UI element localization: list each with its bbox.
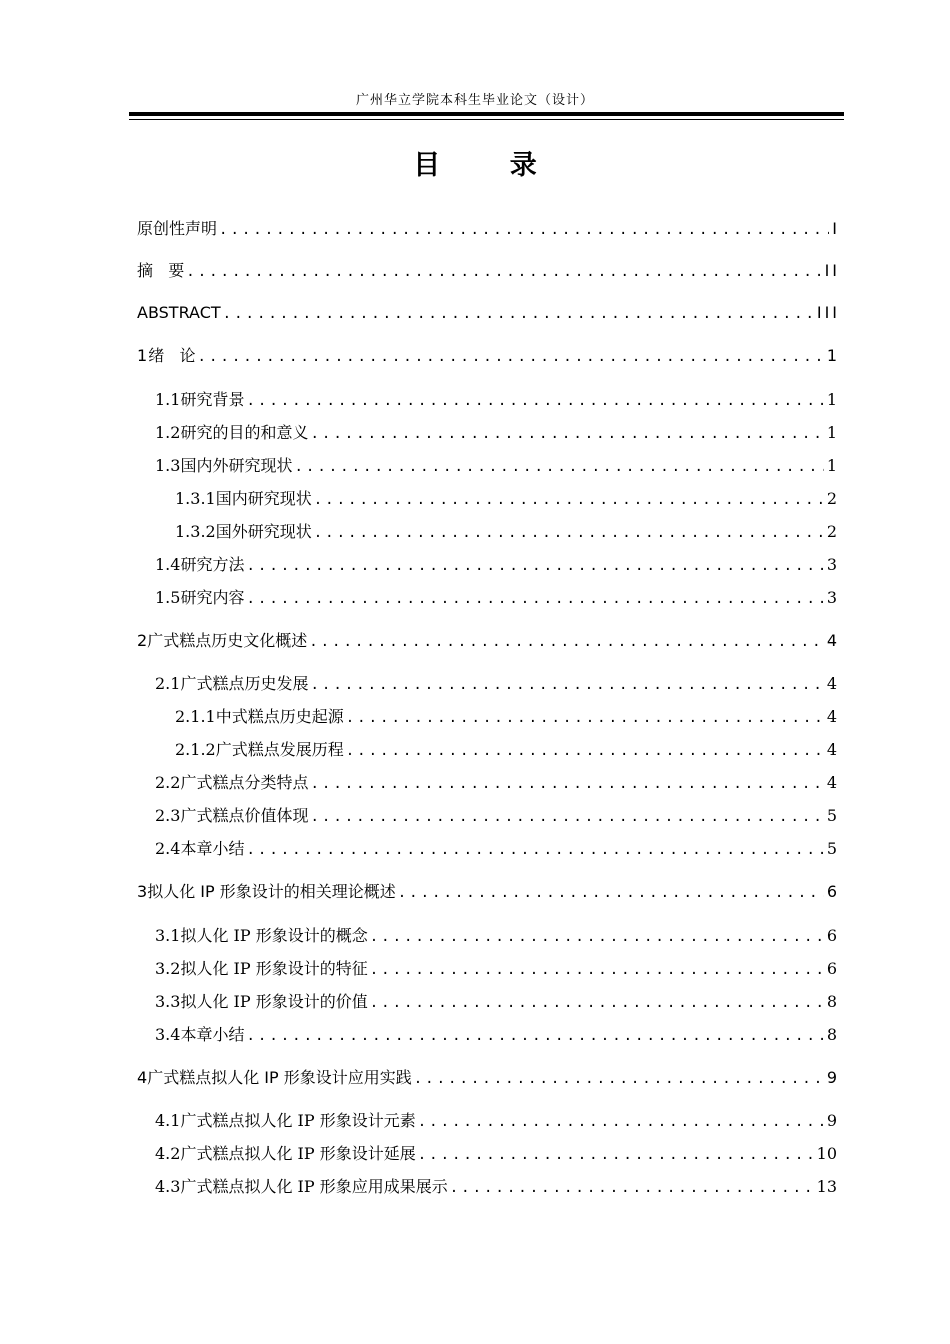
toc-entry-number: 1.5 <box>155 588 181 607</box>
toc-entry[interactable] <box>155 924 837 948</box>
toc-entry[interactable] <box>137 880 840 904</box>
toc-entry-page-number: 4 <box>826 773 837 792</box>
toc-dot-leader <box>370 991 824 1015</box>
toc-dot-leader <box>246 1024 823 1048</box>
toc-entry[interactable] <box>155 672 837 696</box>
toc-entry-number: 3.3 <box>155 992 181 1011</box>
toc-entry-label: 广式糕点价值体现 <box>180 806 309 825</box>
toc-entry-number: 2.1 <box>155 674 181 693</box>
toc-dot-leader <box>370 958 824 982</box>
toc-entry[interactable] <box>175 705 837 729</box>
toc-entry-label: 广式糕点拟人化 IP 形象设计延展 <box>180 1144 416 1163</box>
toc-entry-page-number: 6 <box>826 882 840 901</box>
toc-dot-leader <box>414 1067 824 1091</box>
toc-entry-page-number: 1 <box>826 346 840 365</box>
toc-entry[interactable] <box>155 771 837 795</box>
toc-entry[interactable] <box>137 344 840 368</box>
toc-entry[interactable] <box>175 520 837 544</box>
toc-entry-page-number: 8 <box>826 1025 837 1044</box>
toc-entry-page-number: 9 <box>826 1068 840 1087</box>
toc-entry-label: 研究背景 <box>180 390 245 409</box>
toc-entry-page-number: 4 <box>826 707 837 726</box>
toc-entry[interactable] <box>155 990 837 1014</box>
toc-entry-label: 拟人化 IP 形象设计的相关理论概述 <box>147 882 396 901</box>
toc-entry-page-number: 3 <box>826 555 837 574</box>
toc-entry[interactable] <box>155 1109 837 1133</box>
toc-entry-number: 2.1.2 <box>175 740 216 759</box>
toc-entry-number: 4 <box>137 1068 148 1087</box>
toc-entry-label: 广式糕点拟人化 IP 形象设计元素 <box>180 1111 416 1130</box>
toc-entry[interactable] <box>155 957 837 981</box>
toc-dot-leader <box>398 881 824 905</box>
toc-entry-page-number: 6 <box>826 959 837 978</box>
toc-entry-number: 3.1 <box>155 926 181 945</box>
toc-entry[interactable] <box>155 804 837 828</box>
toc-entry[interactable] <box>155 837 837 861</box>
toc-entry-number: 1.3.1 <box>175 489 216 508</box>
toc-entry[interactable] <box>137 301 840 325</box>
toc-entry-page-number: 1 <box>826 423 837 442</box>
toc-entry-page-number: 5 <box>826 806 837 825</box>
toc-title: 目 录 <box>413 150 567 181</box>
toc-entry-label: 本章小结 <box>180 839 245 858</box>
toc-dot-leader <box>186 260 821 284</box>
toc-entry-label: 广式糕点拟人化 IP 形象设计应用实践 <box>147 1068 412 1087</box>
toc-entry-page-number: 9 <box>826 1111 837 1130</box>
toc-entry-label: 广式糕点分类特点 <box>180 773 309 792</box>
toc-entry-label: 本章小结 <box>180 1025 245 1044</box>
toc-entry-number: 4.1 <box>155 1111 181 1130</box>
toc-entry-page-number: 10 <box>816 1144 837 1163</box>
toc-entry-page-number: II <box>824 261 840 280</box>
toc-entry-number: 3.4 <box>155 1025 181 1044</box>
toc-entry-page-number: 5 <box>826 839 837 858</box>
toc-dot-leader <box>246 554 823 578</box>
toc-entry-label: 研究方法 <box>180 555 245 574</box>
toc-dot-leader <box>246 838 823 862</box>
toc-entry-number: 1.3.2 <box>175 522 216 541</box>
toc-entry-number: 2.4 <box>155 839 181 858</box>
toc-entry-label: 广式糕点发展历程 <box>215 740 344 759</box>
toc-entry-number: 2.2 <box>155 773 181 792</box>
toc-dot-leader <box>314 488 824 512</box>
toc-entry-page-number: 13 <box>816 1177 837 1196</box>
toc-entry-label: 研究内容 <box>180 588 245 607</box>
toc-entry-page-number: 6 <box>826 926 837 945</box>
toc-entry-number: 1.2 <box>155 423 181 442</box>
toc-dot-leader <box>346 706 824 730</box>
toc-entry-label: 国外研究现状 <box>215 522 312 541</box>
toc-entry-page-number: 8 <box>826 992 837 1011</box>
toc-entry-number: 1.4 <box>155 555 181 574</box>
toc-entry-page-number: 2 <box>826 522 837 541</box>
toc-entry-page-number: 3 <box>826 588 837 607</box>
toc-dot-leader <box>198 345 824 369</box>
toc-dot-leader <box>314 521 824 545</box>
toc-entry[interactable] <box>137 629 840 653</box>
toc-dot-leader <box>310 422 823 446</box>
toc-entry-number: 4.3 <box>155 1177 181 1196</box>
toc-entry-label: 广式糕点历史文化概述 <box>147 631 308 650</box>
toc-entry[interactable] <box>137 259 840 283</box>
toc-entry-page-number: 4 <box>826 740 837 759</box>
toc-entry-number: 1.3 <box>155 456 181 475</box>
toc-dot-leader <box>309 630 824 654</box>
toc-entry-number: 4.2 <box>155 1144 181 1163</box>
toc-entry-number: 3.2 <box>155 959 181 978</box>
toc-entry-label: 原创性声明 <box>137 219 218 238</box>
toc-entry-page-number: 1 <box>826 390 837 409</box>
toc-dot-leader <box>370 925 824 949</box>
toc-entry[interactable] <box>155 1023 837 1047</box>
toc-entry[interactable] <box>175 487 837 511</box>
toc-entry-page-number: 4 <box>826 674 837 693</box>
toc-entry-page-number: III <box>816 303 840 322</box>
toc-entry[interactable] <box>155 553 837 577</box>
toc-entry-number: 3 <box>137 882 148 901</box>
toc-dot-leader <box>294 455 823 479</box>
toc-dot-leader <box>219 218 829 242</box>
toc-entry-label: 国内研究现状 <box>215 489 312 508</box>
toc-entry-page-number: 1 <box>826 456 837 475</box>
toc-dot-leader <box>418 1110 824 1134</box>
toc-dot-leader <box>310 805 823 829</box>
toc-dot-leader <box>418 1143 814 1167</box>
toc-dot-leader <box>346 739 824 763</box>
toc-entry-label: 广式糕点拟人化 IP 形象应用成果展示 <box>180 1177 448 1196</box>
toc-dot-leader <box>310 673 823 697</box>
toc-entry-label: 中式糕点历史起源 <box>215 707 344 726</box>
toc-dot-leader <box>310 772 823 796</box>
page-header: 广州华立学院本科生毕业论文（设计） <box>355 93 594 108</box>
toc-entry[interactable] <box>155 1175 837 1199</box>
toc-entry-label: 广式糕点历史发展 <box>180 674 309 693</box>
toc-entry-label: 拟人化 IP 形象设计的概念 <box>180 926 368 945</box>
toc-entry[interactable] <box>155 1142 837 1166</box>
toc-entry[interactable] <box>175 738 837 762</box>
toc-dot-leader <box>246 587 823 611</box>
toc-entry-label: ABSTRACT <box>137 303 221 322</box>
toc-entry-number: 2.1.1 <box>175 707 216 726</box>
toc-entry[interactable] <box>155 421 837 445</box>
toc-dot-leader <box>450 1176 814 1200</box>
toc-entry-label: 绪 论 <box>148 346 196 365</box>
toc-entry-number: 2 <box>137 631 148 650</box>
toc-entry-label: 国内外研究现状 <box>180 456 293 475</box>
toc-entry-label: 拟人化 IP 形象设计的价值 <box>180 992 368 1011</box>
toc-entry-number: 2.3 <box>155 806 181 825</box>
toc-entry-label: 拟人化 IP 形象设计的特征 <box>180 959 368 978</box>
toc-entry[interactable] <box>155 454 837 478</box>
toc-entry-page-number: 4 <box>826 631 840 650</box>
toc-entry-label: 研究的目的和意义 <box>180 423 309 442</box>
toc-dot-leader <box>246 389 823 413</box>
toc-entry[interactable] <box>155 586 837 610</box>
toc-entry-label: 摘 要 <box>137 261 185 280</box>
toc-entry-number: 1.1 <box>155 390 181 409</box>
toc-entry[interactable] <box>137 217 840 241</box>
toc-entry[interactable] <box>155 388 837 412</box>
toc-dot-leader <box>223 302 814 326</box>
toc-entry[interactable] <box>137 1066 840 1090</box>
toc-entry-page-number: I <box>832 219 840 238</box>
toc-entry-number: 1 <box>137 346 148 365</box>
toc-entry-page-number: 2 <box>826 489 837 508</box>
